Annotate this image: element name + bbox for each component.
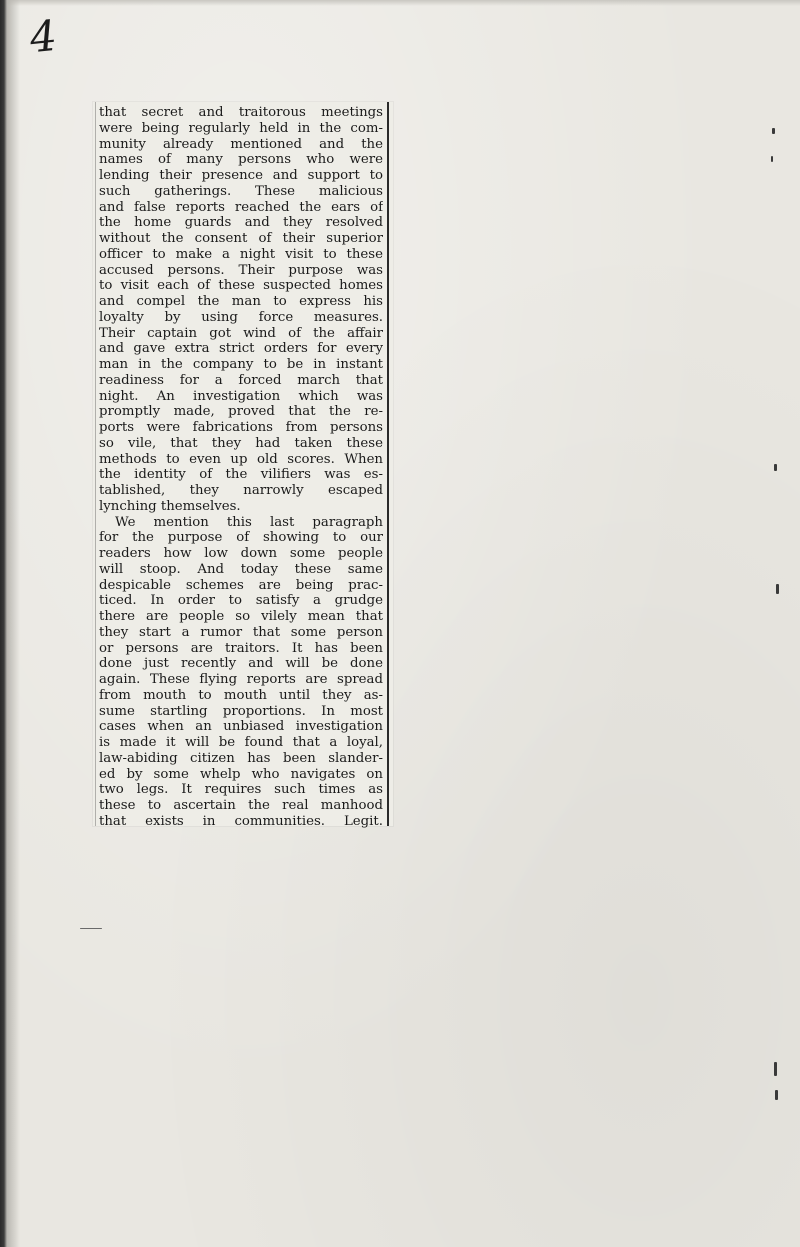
page-binding-edge — [0, 0, 20, 1247]
article-line: such gatherings. These malicious — [99, 183, 383, 199]
article-line: and false reports reached the ears of — [99, 199, 383, 215]
scan-speck — [776, 584, 779, 594]
article-line: for the purpose of showing to our — [99, 530, 383, 546]
article-line: will stoop. And today these same — [99, 561, 383, 577]
article-line: accused persons. Their purpose was — [99, 262, 383, 278]
article-line: names of many persons who were — [99, 152, 383, 168]
article-line: despicable schemes are being prac- — [99, 577, 383, 593]
article-line: ticed. In order to satisfy a grudge — [99, 593, 383, 609]
newspaper-clipping — [93, 102, 393, 829]
article-line: lending their presence and support to — [99, 168, 383, 183]
article-line: and compel the man to express his — [99, 294, 383, 309]
article-line: sume startling proportions. In most — [99, 703, 383, 719]
article-line: from mouth to mouth until they as- — [99, 687, 383, 703]
article-line: two legs. It requires such times as — [99, 782, 383, 798]
article-line: ed by some whelp who navigates on — [99, 766, 383, 782]
article-line: man in the company to be in instant — [99, 357, 383, 372]
article-line: they start a rumor that some person — [99, 624, 383, 640]
article-line: that secret and traitorous meetings — [99, 105, 383, 120]
article-line: is made it will be found that a loyal, — [99, 735, 383, 750]
article-line: promptly made, proved that the re- — [99, 404, 383, 420]
article-column — [99, 105, 383, 830]
article-line: lynching themselves. — [99, 498, 241, 514]
scan-speck — [774, 464, 777, 471]
article-line: done just recently and will be done — [99, 656, 383, 672]
article-line: without the consent of their superior — [99, 231, 383, 246]
article-line: We mention this last paragraph — [115, 514, 383, 530]
article-line: methods to even up old scores. When — [99, 451, 383, 467]
article-line: and gave extra strict orders for every — [99, 341, 383, 357]
scan-speck — [775, 1090, 778, 1100]
scan-speck — [772, 128, 775, 134]
article-line: that exists in communities. Legit. — [99, 813, 383, 829]
article-line: law-abiding citizen has been slander- — [99, 750, 383, 766]
article-line: loyalty by using force measures. — [99, 309, 383, 325]
page-top-edge — [0, 0, 800, 6]
article-line: so vile, that they had taken these — [99, 435, 383, 451]
article-line: munity already mentioned and the — [99, 136, 383, 152]
article-line: again. These flying reports are spread — [99, 672, 383, 687]
article-line: to visit each of these suspected homes — [99, 278, 383, 294]
article-line: Their captain got wind of the affair — [99, 325, 383, 341]
scan-speck — [771, 156, 773, 162]
article-line: officer to make a night visit to these — [99, 246, 383, 262]
article-line: or persons are traitors. It has been — [99, 640, 383, 656]
article-line: ports were fabrications from persons — [99, 420, 383, 435]
scan-speck — [774, 1062, 777, 1076]
article-line: night. An investigation which was — [99, 388, 383, 404]
article-line: cases when an unbiased investigation — [99, 719, 383, 735]
article-line: readiness for a forced march that — [99, 372, 383, 388]
article-line: readers how low down some people — [99, 546, 383, 561]
article-line: were being regularly held in the com- — [99, 120, 383, 136]
clipping-left-edge — [95, 102, 96, 826]
article-line: these to ascertain the real manhood — [99, 798, 383, 813]
column-rule — [387, 102, 389, 826]
article-line: the identity of the vilifiers was es- — [99, 467, 383, 483]
article-line: tablished, they narrowly escaped — [99, 483, 383, 498]
pencil-mark — [80, 928, 102, 929]
article-line: the home guards and they resolved — [99, 215, 383, 231]
article-line: there are people so vilely mean that — [99, 609, 383, 624]
handwritten-page-number: 4 — [27, 10, 60, 63]
